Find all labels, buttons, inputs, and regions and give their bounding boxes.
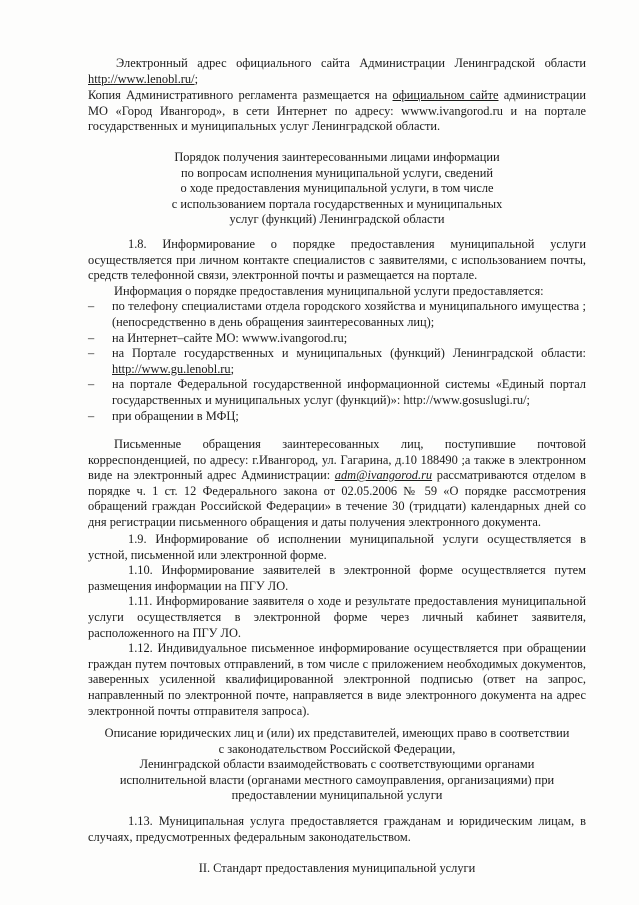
info-lead: Информация о порядке предоставления муниципальной услуги предоставляется: (114, 283, 544, 298)
heading-line: Описание юридических лиц и (или) их представителей, имеющих право в соответствии (104, 726, 570, 740)
copy-post: администрации МО «Город Ивангород», в сети Интернет по адресу: wwww.ivangorod.ru и на портале государственных и муниципальных услуг Ленинградской области. (88, 88, 586, 134)
dash-bullet: – (88, 408, 95, 423)
intro-block (88, 56, 586, 135)
paragraph-1-10: 1.10. Информирование заявителей в электронной форме осуществляется путем размещения информации на ПГУ ЛО. (88, 563, 586, 593)
heading-line: с использованием портала государственных и муниципальных (171, 196, 503, 211)
legal-entities-heading (80, 726, 594, 804)
heading-line: Порядок получения заинтересованными лицами информации (174, 150, 500, 164)
list-item-text: по телефону специалистами отдела городского хозяйства и муниципального имущества ; (непосредственно в день обращения заинтересованных лиц); (112, 299, 586, 329)
admin-email-link[interactable]: adm@ivangorod.ru (334, 468, 433, 483)
info-order-heading (88, 150, 586, 228)
paragraph-1-13: 1.13. Муниципальная услуга предоставляется гражданам и юридическим лицам, в случаях, предусмотренных федеральным законодательством. (88, 814, 586, 844)
written-paragraph (88, 437, 586, 531)
section-1-8 (88, 237, 586, 424)
heading-line: о ходе предоставления муниципальной услуги, в том числе (180, 181, 494, 196)
site-url-link[interactable]: http://www.lenobl.ru/ (88, 71, 195, 86)
site-line: Электронный адрес официального сайта Администрации Ленинградской области (116, 56, 586, 70)
paragraph-1-9: 1.9. Информирование об исполнении муниципальной услуги осуществляется в устной, письменной или электронной форме. (88, 532, 586, 562)
dash-bullet: – (88, 377, 95, 392)
written-post: рассматриваются отделом в порядке ч. 1 ст. 12 Федерального закона от 02.05.2006 № 59 «О порядке рассмотрения обращений граждан Российской Федерации» в течение 30 (тридцати) календарных дней со дня регистрации письменного обращения и даты получения электронного документа. (88, 468, 586, 529)
written-requests (88, 437, 586, 531)
gu-lenobl-link[interactable]: http://www.gu.lenobl.ru (112, 361, 231, 376)
official-site-link[interactable]: официальном сайте (392, 88, 499, 103)
heading-line: по вопросам исполнения муниципальной услуги, сведений (181, 165, 493, 180)
heading-line: с законодательством Российской Федерации, (218, 741, 456, 756)
list-item-text: при обращении в МФЦ; (112, 408, 239, 423)
site-paragraph (88, 56, 586, 87)
section-1-13 (88, 814, 586, 845)
site-tail: ; (194, 71, 199, 86)
list-item-tail: ; (230, 361, 235, 376)
paragraph-1-12: 1.12. Индивидуальное письменное информирование осуществляется при обращении граждан путем почтовых отправлений, в том числе с приложением необходимых документов, заверенных усиленной квалифицированной электронной подписью (ответ на запрос, направленный по электронной почте, направляется в виде электронного документа на адрес электронной почты отправителя запроса). (88, 641, 586, 718)
heading-line: Ленинградской области взаимодействовать с соответствующими органами (139, 757, 535, 772)
section-title: II. Стандарт предоставления муниципальной услуги (198, 861, 476, 875)
list-item (88, 377, 586, 408)
list-item (88, 409, 586, 425)
paragraph-1-8: 1.8. Информирование о порядке предоставления муниципальной услуги осуществляется при личном контакте специалистов с заявителями, с использованием почты, средств телефонной связи, электронной почты и размещается на портале. (88, 237, 586, 283)
dash-bullet: – (88, 330, 95, 345)
section-2-heading (88, 861, 586, 877)
heading-line: предоставлении муниципальной услуги (231, 788, 443, 803)
list-item (88, 331, 586, 347)
sections-1-9-to-1-12 (88, 532, 586, 719)
list-item (88, 346, 586, 377)
dash-bullet: – (88, 299, 95, 314)
copy-paragraph (88, 88, 586, 135)
paragraph-1-11: 1.11. Информирование заявителя о ходе и результате предоставления муниципальной услуги осуществляется в электронной форме через личный кабинет заявителя, расположенного на ПГУ ЛО. (88, 594, 586, 640)
list-item-text: на портале Федеральной государственной информационной системы «Единый портал государственных и муниципальных услуг (функций)»: http://www.gosuslugi.ru/; (112, 377, 586, 407)
copy-pre: Копия Административного регламента размещается на (88, 88, 393, 103)
list-item-text: на Портале государственных и муниципальных (функций) Ленинградской области: (112, 346, 586, 361)
heading-line: услуг (функций) Ленинградской области (229, 212, 445, 227)
written-pre: Письменные обращения заинтересованных лиц, поступившие почтовой корреспонденцией, по адресу: г.Ивангород, ул. Гагарина, д.10 188490 ;а также в электронном виде на электронный адрес Администрации: (88, 437, 586, 483)
list-item (88, 299, 586, 330)
heading-line: исполнительной власти (органами местного самоуправления, организациями) при (119, 772, 555, 787)
list-item-text: на Интернет–сайте МО: wwww.ivangorod.ru; (112, 330, 348, 345)
dash-bullet: – (88, 346, 95, 361)
